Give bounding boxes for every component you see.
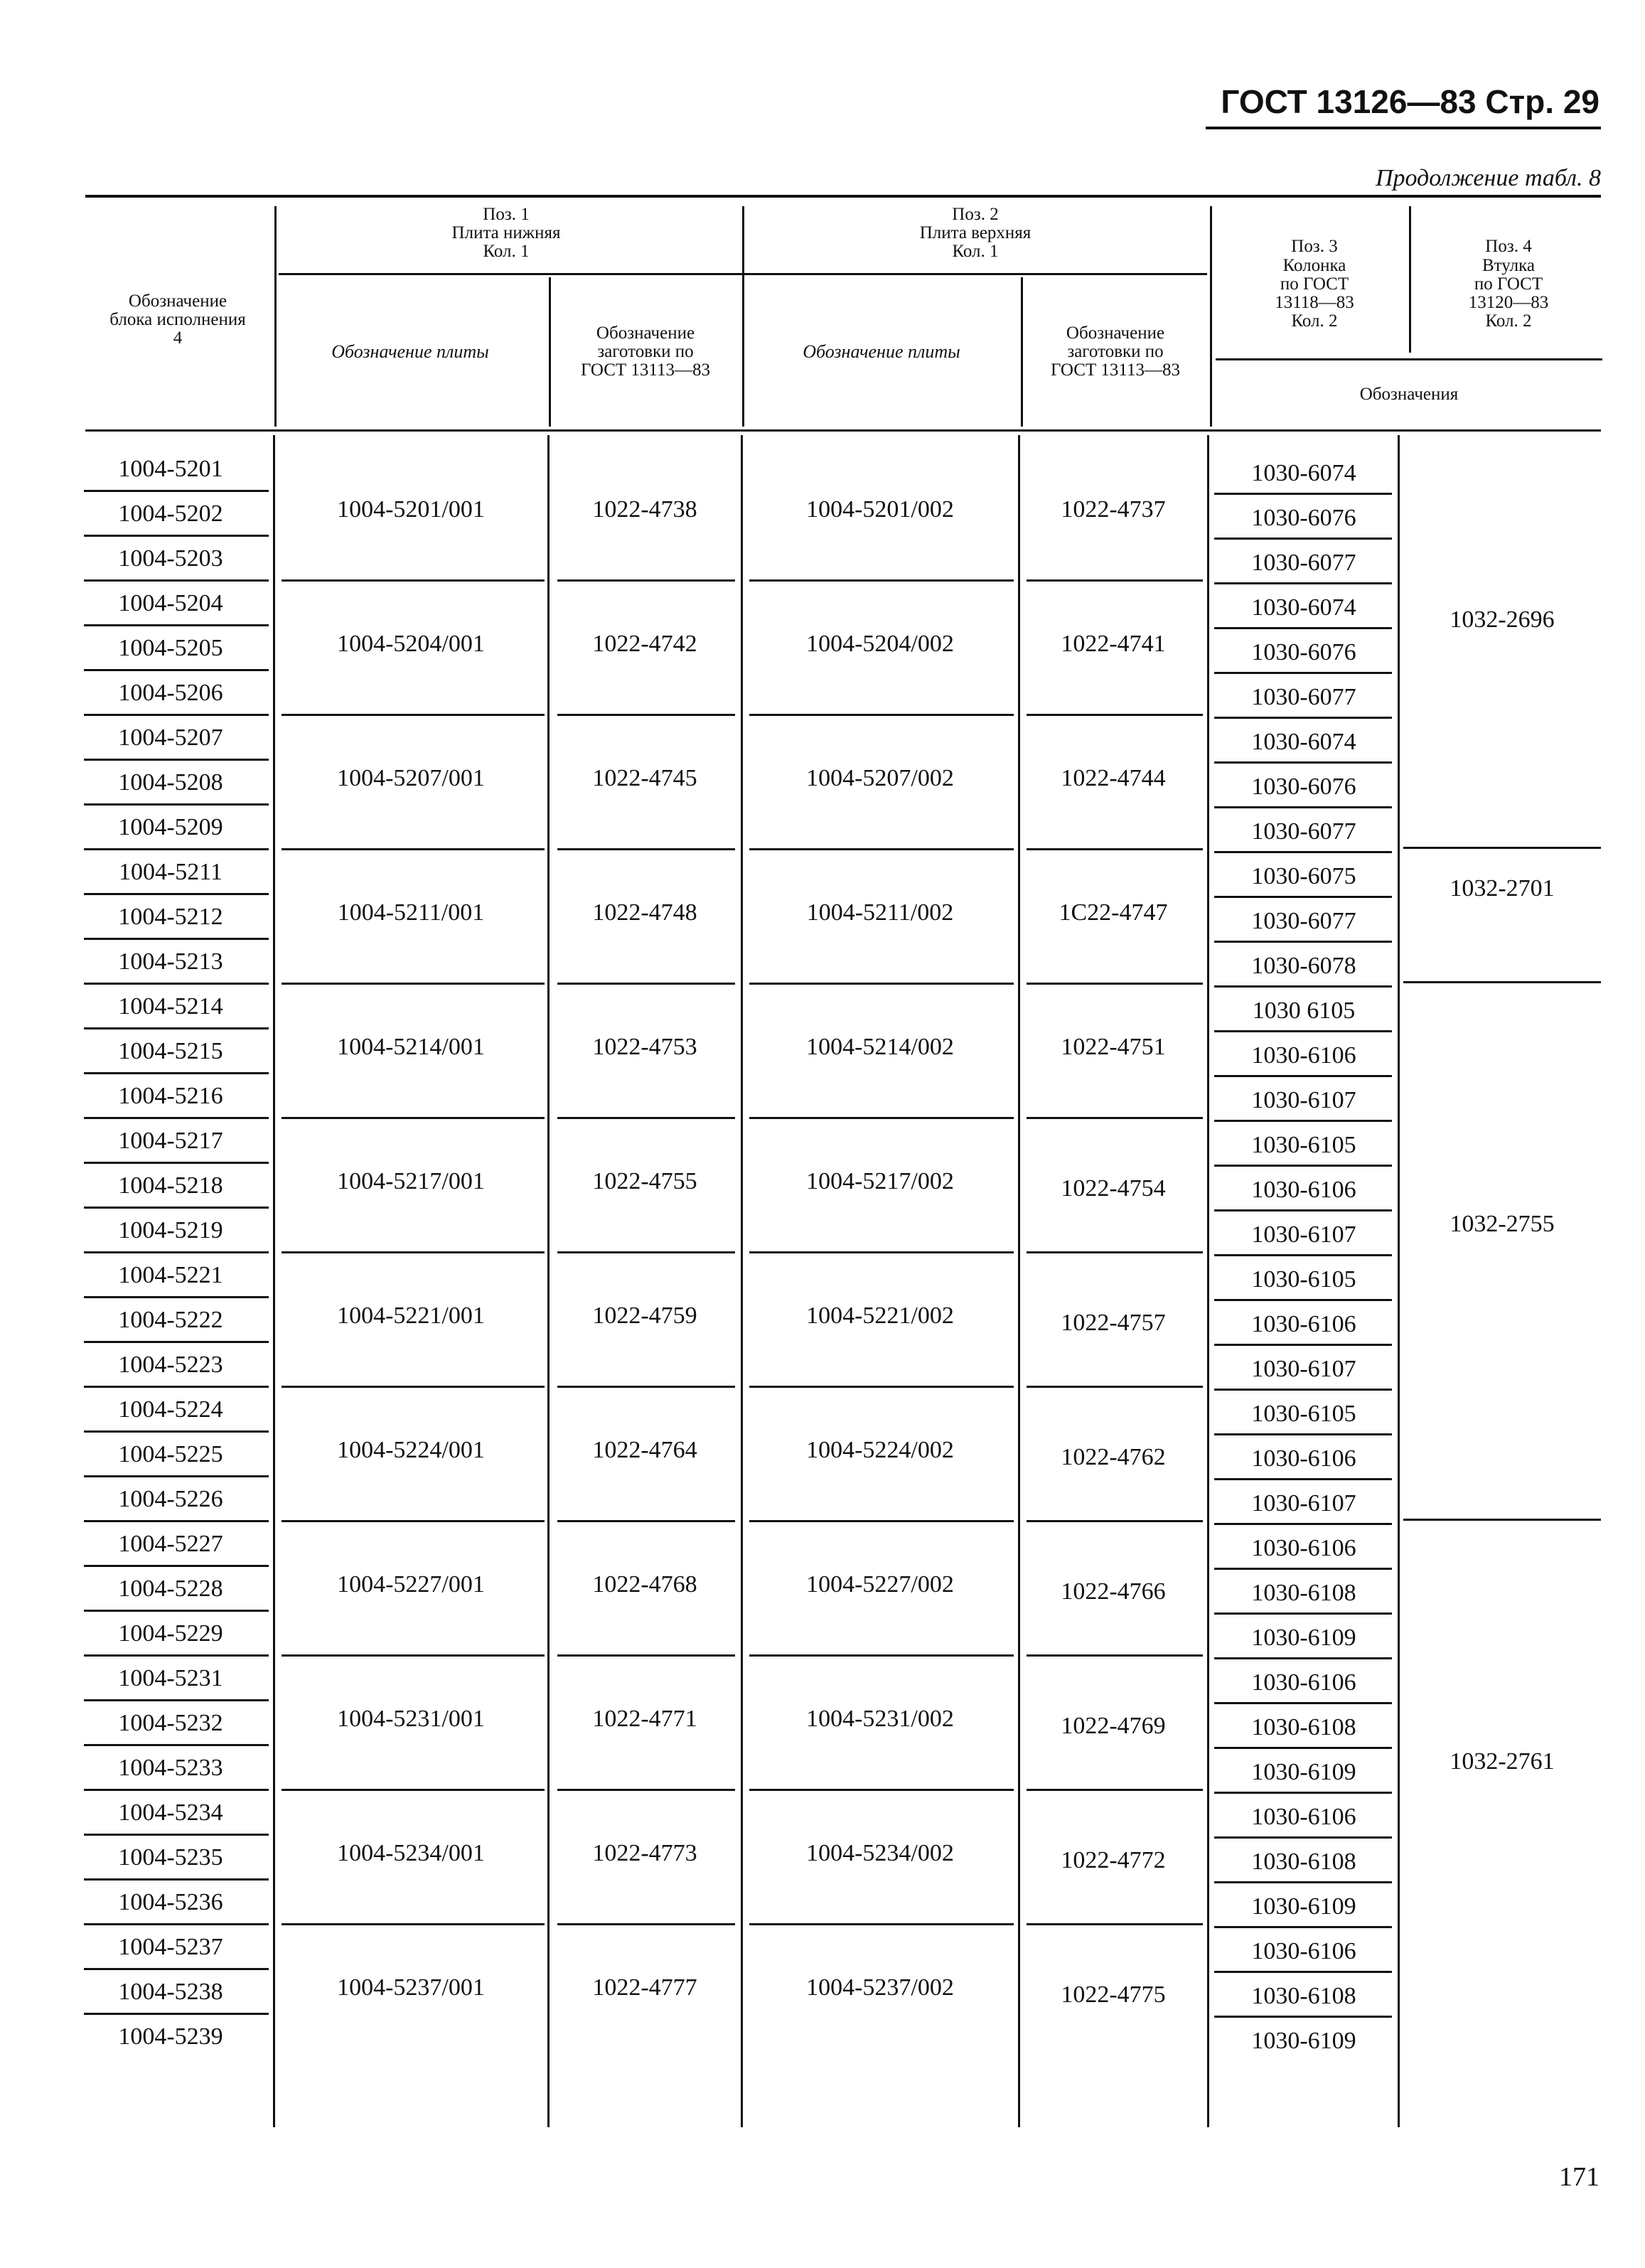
pos1-plate-cell: 1004-5204/001 (337, 630, 485, 657)
pos3-column-cell: 1030-6105 (1251, 1131, 1356, 1158)
pos3-row-divider (1214, 1165, 1392, 1167)
pos2-blank-cell: 1022-4744 (1061, 764, 1166, 791)
page-number: 171 (1559, 2162, 1600, 2192)
pos3-column-cell: 1030-6105 (1251, 1400, 1356, 1427)
pos3-column-cell: 1030-6077 (1251, 818, 1356, 845)
standard-number: ГОСТ 13126—83 (1221, 83, 1477, 120)
pos2-blank-cell: 1022-4754 (1061, 1175, 1166, 1202)
pos4-name: Втулка (1481, 255, 1535, 275)
pos1-plate-cell: 1004-5227/001 (337, 1571, 485, 1598)
pos4-bushing-cell: 1032-2701 (1450, 874, 1555, 902)
pos2-plate-divider (749, 1251, 1014, 1253)
pos3-column-cell: 1030-6109 (1251, 1758, 1356, 1785)
pos2-title: Поз. 2 (952, 204, 999, 224)
pos2-plate-divider (749, 714, 1014, 716)
pos1-plate-cell: 1004-5217/001 (337, 1167, 485, 1194)
pos1-blank-divider (557, 1520, 735, 1522)
block-designation-cell: 1004-5201 (118, 455, 223, 482)
block-designation-cell: 1004-5235 (118, 1844, 223, 1871)
pos3-row-divider (1214, 806, 1392, 808)
pos2-blank-cell: 1022-4766 (1061, 1578, 1166, 1605)
pos3-column-cell: 1030-6109 (1251, 1893, 1356, 1920)
pos1-plate-cell: 1004-5237/001 (337, 1974, 485, 2001)
pos1-blank-cell: 1022-4753 (592, 1033, 697, 1060)
pos1-blank-cell: 1022-4748 (592, 899, 697, 926)
pos2-plate-cell: 1004-5201/002 (806, 496, 954, 523)
pos1-plate-cell: 1004-5224/001 (337, 1436, 485, 1463)
block-designation-cell: 1004-5215 (118, 1037, 223, 1064)
pos2-blank-cell: 1022-4772 (1061, 1846, 1166, 1873)
pos3-row-divider (1214, 1030, 1392, 1032)
pos3-column-cell: 1030-6108 (1251, 1579, 1356, 1606)
pos1-plate-cell: 1004-5221/001 (337, 1302, 485, 1329)
block-designation-cell: 1004-5209 (118, 813, 223, 840)
pos3-row-divider (1214, 1120, 1392, 1122)
header-designations: Обозначения (1359, 384, 1459, 404)
pos1-blank-cell: 1022-4745 (592, 764, 697, 791)
pos3-row-divider (1214, 1075, 1392, 1077)
block-designation-cell: 1004-5229 (118, 1620, 223, 1647)
pos3-row-divider (1214, 1523, 1392, 1525)
pos3-row-divider (1214, 1836, 1392, 1839)
pos1-plate-divider (282, 1386, 545, 1388)
pos2-plate-divider (749, 1520, 1014, 1522)
pos3-row-divider (1214, 1971, 1392, 1973)
pos1-blank-divider (557, 983, 735, 985)
pos3-row-divider (1214, 537, 1392, 540)
pos1-blank-divider (557, 1386, 735, 1388)
pos1-blank-cell: 1022-4768 (592, 1571, 697, 1598)
block-designation-cell: 1004-5223 (118, 1351, 223, 1378)
block-designation-cell: 1004-5221 (118, 1261, 223, 1288)
pos4-bushing-cell: 1032-2755 (1450, 1211, 1555, 1237)
pos3-row-divider (1214, 1792, 1392, 1794)
pos3-column-cell: 1030-6108 (1251, 1982, 1356, 2009)
pos4-bushing-cell: 1032-2761 (1450, 1748, 1555, 1775)
block-designation-cell: 1004-5205 (118, 634, 223, 661)
pos3-row-divider (1214, 851, 1392, 853)
pos2-plate-divider (749, 848, 1014, 850)
pos1-plate-cell: 1004-5234/001 (337, 1839, 485, 1866)
pos2-blank-cell: 1022-4762 (1061, 1443, 1166, 1470)
pos1-plate-divider (282, 848, 545, 850)
pos4-std2: 13120—83 (1468, 293, 1549, 313)
pos1-plate-divider (282, 579, 545, 582)
pos3-column-cell: 1030-6106 (1251, 1176, 1356, 1203)
block-designation-cell: 1004-5203 (118, 545, 223, 572)
pos2-blank-cell: 1022-4757 (1061, 1309, 1166, 1336)
pos2-blank-divider (1027, 1520, 1203, 1522)
pos3-row-divider (1214, 493, 1392, 495)
page-label: Стр. 29 (1485, 83, 1600, 120)
pos1-name: Плита нижняя (451, 223, 561, 242)
pos2-plate-divider (749, 1923, 1014, 1925)
pos2-name: Плита верхняя (919, 223, 1032, 242)
pos1-qty: Кол. 1 (483, 242, 530, 262)
pos3-row-divider (1214, 1209, 1392, 1211)
pos4-title: Поз. 4 (1485, 237, 1532, 257)
pos2-plate-cell: 1004-5217/002 (806, 1167, 954, 1194)
block-designation-cell: 1004-5232 (118, 1709, 223, 1736)
pos1-plate-cell: 1004-5201/001 (337, 496, 485, 523)
pos2-blank-cell: 1022-4775 (1061, 1981, 1166, 2008)
pos2-blank-divider (1027, 579, 1203, 582)
pos3-column-cell: 1030-6078 (1251, 952, 1356, 979)
pos3-column-cell: 1030 6105 (1252, 997, 1356, 1024)
header-pos1-plate: Обозначение плиты (331, 341, 489, 362)
pos3-row-divider (1214, 582, 1392, 584)
pos2-blank-divider (1027, 1386, 1203, 1388)
pos2-plate-cell: 1004-5224/002 (806, 1436, 954, 1463)
pos1-blank-divider (557, 1117, 735, 1119)
block-designation-cell: 1004-5207 (118, 724, 223, 751)
pos3-column-cell: 1030-6077 (1251, 549, 1356, 576)
pos2-blank-divider (1027, 1654, 1203, 1657)
pos1-blank-divider (557, 1251, 735, 1253)
block-designation-cell: 1004-5208 (118, 769, 223, 796)
pos2-plate-cell: 1004-5211/002 (806, 899, 954, 926)
block-designation-cell: 1004-5227 (118, 1530, 223, 1557)
pos3-column-cell: 1030-6107 (1251, 1221, 1356, 1248)
pos1-blank-divider (557, 714, 735, 716)
pos1-plate-divider (282, 1520, 545, 1522)
pos2-blank-divider (1027, 983, 1203, 985)
pos2-blank-divider (1027, 714, 1203, 716)
pos3-row-divider (1214, 627, 1392, 629)
pos1-blank-cell: 1022-4759 (592, 1302, 697, 1329)
pos3-column-cell: 1030-6074 (1251, 594, 1356, 621)
pos4-span-divider (1403, 981, 1601, 983)
pos1-plate-cell: 1004-5214/001 (337, 1033, 485, 1060)
pos3-row-divider (1214, 896, 1392, 898)
pos3-row-divider (1214, 1389, 1392, 1391)
pos3-row-divider (1214, 1702, 1392, 1704)
pos1-title: Поз. 1 (483, 204, 530, 224)
pos2-plate-divider (749, 1789, 1014, 1791)
pos3-row-divider (1214, 1433, 1392, 1435)
block-designation-cell: 1004-5202 (118, 500, 223, 527)
block-designation-cell: 1004-5228 (118, 1575, 223, 1602)
block-designation-cell: 1004-5238 (118, 1978, 223, 2005)
pos3-row-divider (1214, 2016, 1392, 2018)
pos1-blank-cell: 1022-4771 (592, 1705, 697, 1732)
pos3-std2: 13118—83 (1275, 293, 1354, 313)
pos1-plate-divider (282, 1654, 545, 1657)
pos4-bushing-cell: 1032-2696 (1450, 606, 1555, 633)
pos3-column-cell: 1030-6106 (1251, 1534, 1356, 1561)
pos3-column-cell: 1030-6109 (1251, 1624, 1356, 1651)
pos1-plate-divider (282, 1923, 545, 1925)
block-designation-cell: 1004-5219 (118, 1216, 223, 1243)
pos1-plate-divider (282, 1251, 545, 1253)
pos3-column-cell: 1030-6076 (1251, 773, 1356, 800)
pos2-plate-cell: 1004-5234/002 (806, 1839, 954, 1866)
pos2-plate-cell: 1004-5237/002 (806, 1974, 954, 2001)
pos1-plate-divider (282, 1117, 545, 1119)
pos3-column-cell: 1030-6106 (1251, 1042, 1356, 1069)
pos3-column-cell: 1030-6074 (1251, 459, 1356, 486)
pos2-plate-divider (749, 1654, 1014, 1657)
pos2-blank-divider (1027, 1789, 1203, 1791)
pos4-span-divider (1403, 847, 1601, 849)
block-designation-cell: 1004-5225 (118, 1440, 223, 1467)
pos3-row-divider (1214, 1612, 1392, 1615)
header-block-text: Обозначение блока исполнения 4 (109, 291, 246, 348)
header-pos2-plate: Обозначение плиты (803, 341, 960, 362)
pos1-blank-cell: 1022-4764 (592, 1436, 697, 1463)
pos2-blank-cell: 1022-4751 (1061, 1033, 1166, 1060)
pos2-blank-divider (1027, 1117, 1203, 1119)
block-designation-cell: 1004-5224 (118, 1396, 223, 1423)
pos3-column-cell: 1030-6108 (1251, 1848, 1356, 1875)
pos3-name: Колонка (1282, 255, 1346, 275)
pos3-row-divider (1214, 1568, 1392, 1570)
pos3-row-divider (1214, 761, 1392, 764)
pos2-plate-divider (749, 1386, 1014, 1388)
pos1-blank-divider (557, 1789, 735, 1791)
pos1-blank-text: Обозначение заготовки по ГОСТ 13113—83 (581, 323, 710, 380)
pos4-span-divider (1403, 1519, 1601, 1521)
pos3-column-cell: 1030-6109 (1251, 2027, 1356, 2054)
pos3-row-divider (1214, 1926, 1392, 1928)
pos3-column-cell: 1030-6074 (1251, 728, 1356, 755)
pos3-column-cell: 1030-6075 (1251, 862, 1356, 889)
block-designation-cell: 1004-5214 (118, 993, 223, 1020)
pos3-column-cell: 1030-6106 (1251, 1445, 1356, 1472)
block-designation-cell: 1004-5226 (118, 1485, 223, 1512)
pos1-blank-divider (557, 579, 735, 582)
block-designation-cell: 1004-5233 (118, 1754, 223, 1781)
table-continuation-label: Продолжение табл. 8 (1375, 165, 1601, 191)
block-designation-cell: 1004-5236 (118, 1888, 223, 1915)
block-designation-cell: 1004-5206 (118, 679, 223, 706)
pos3-column-cell: 1030-6076 (1251, 504, 1356, 531)
pos3-qty: Кол. 2 (1291, 311, 1338, 331)
pos1-plate-cell: 1004-5211/001 (337, 899, 485, 926)
pos2-plate-cell: 1004-5221/002 (806, 1302, 954, 1329)
pos1-blank-divider (557, 1923, 735, 1925)
pos2-blank-cell: 1022-4741 (1061, 630, 1166, 657)
pos3-title: Поз. 3 (1291, 237, 1338, 257)
block-designation-cell: 1004-5204 (118, 589, 223, 616)
block-designation-cell: 1004-5218 (118, 1172, 223, 1199)
pos3-column-cell: 1030-6107 (1251, 1489, 1356, 1517)
pos2-plate-cell: 1004-5231/002 (806, 1705, 954, 1732)
pos3-column-cell: 1030-6108 (1251, 1713, 1356, 1740)
block-designation-cell: 1004-5213 (118, 948, 223, 975)
pos2-plate-divider (749, 983, 1014, 985)
pos3-column-cell: 1030-6106 (1251, 1310, 1356, 1337)
pos2-plate-cell: 1004-5214/002 (806, 1033, 954, 1060)
block-designation-cell: 1004-5216 (118, 1082, 223, 1109)
pos1-plate-cell: 1004-5231/001 (337, 1705, 485, 1732)
pos2-blank-cell: 1022-4737 (1061, 496, 1166, 523)
pos1-plate-divider (282, 983, 545, 985)
pos3-row-divider (1214, 941, 1392, 943)
pos3-row-divider (1214, 1881, 1392, 1883)
pos3-column-cell: 1030-6106 (1251, 1669, 1356, 1696)
block-designation-cell: 1004-5217 (118, 1127, 223, 1154)
pos4-std1: по ГОСТ (1474, 274, 1543, 294)
pos2-blank-cell: 1022-4769 (1061, 1712, 1166, 1739)
pos3-row-divider (1214, 1344, 1392, 1346)
pos3-row-divider (1214, 717, 1392, 719)
pos2-blank-divider (1027, 1251, 1203, 1253)
pos3-column-cell: 1030-6107 (1251, 1355, 1356, 1382)
pos3-column-cell: 1030-6106 (1251, 1803, 1356, 1830)
pos1-plate-divider (282, 714, 545, 716)
pos2-plate-divider (749, 1117, 1014, 1119)
pos3-row-divider (1214, 985, 1392, 988)
pos1-blank-cell: 1022-4738 (592, 496, 697, 523)
block-designation-cell: 1004-5234 (118, 1799, 223, 1826)
pos2-blank-text: Обозначение заготовки по ГОСТ 13113—83 (1051, 323, 1180, 380)
pos3-row-divider (1214, 1299, 1392, 1301)
pos3-row-divider (1214, 1478, 1392, 1480)
pos3-column-cell: 1030-6105 (1251, 1266, 1356, 1293)
pos1-blank-divider (557, 1654, 735, 1657)
pos2-plate-cell: 1004-5227/002 (806, 1571, 954, 1598)
pos2-blank-cell: 1C22-4747 (1059, 899, 1168, 926)
pos2-plate-divider (749, 579, 1014, 582)
block-designation-cell: 1004-5231 (118, 1664, 223, 1691)
pos3-std1: по ГОСТ (1280, 274, 1349, 294)
pos1-blank-cell: 1022-4742 (592, 630, 697, 657)
pos3-row-divider (1214, 1657, 1392, 1659)
block-designation-cell: 1004-5239 (118, 2023, 223, 2050)
pos3-column-cell: 1030-6106 (1251, 1937, 1356, 1964)
pos3-column-cell: 1030-6076 (1251, 638, 1356, 665)
pos3-column-cell: 1030-6107 (1251, 1086, 1356, 1113)
block-designation-cell: 1004-5237 (118, 1933, 223, 1960)
pos3-column-cell: 1030-6077 (1251, 907, 1356, 934)
pos3-row-divider (1214, 1747, 1392, 1749)
pos3-row-divider (1214, 1254, 1392, 1256)
pos1-plate-cell: 1004-5207/001 (337, 764, 485, 791)
pos1-blank-cell: 1022-4755 (592, 1167, 697, 1194)
pos1-blank-cell: 1022-4773 (592, 1839, 697, 1866)
block-designation-cell: 1004-5222 (118, 1306, 223, 1333)
pos2-plate-cell: 1004-5204/002 (806, 630, 954, 657)
pos2-blank-divider (1027, 848, 1203, 850)
pos1-blank-cell: 1022-4777 (592, 1974, 697, 2001)
pos2-blank-divider (1027, 1923, 1203, 1925)
pos2-plate-cell: 1004-5207/002 (806, 764, 954, 791)
pos2-qty: Кол. 1 (952, 242, 999, 262)
block-designation-cell: 1004-5212 (118, 903, 223, 930)
pos3-column-cell: 1030-6077 (1251, 683, 1356, 710)
pos3-row-divider (1214, 672, 1392, 674)
block-designation-cell: 1004-5211 (118, 858, 223, 885)
pos4-qty: Кол. 2 (1485, 311, 1532, 331)
pos1-blank-divider (557, 848, 735, 850)
pos1-plate-divider (282, 1789, 545, 1791)
